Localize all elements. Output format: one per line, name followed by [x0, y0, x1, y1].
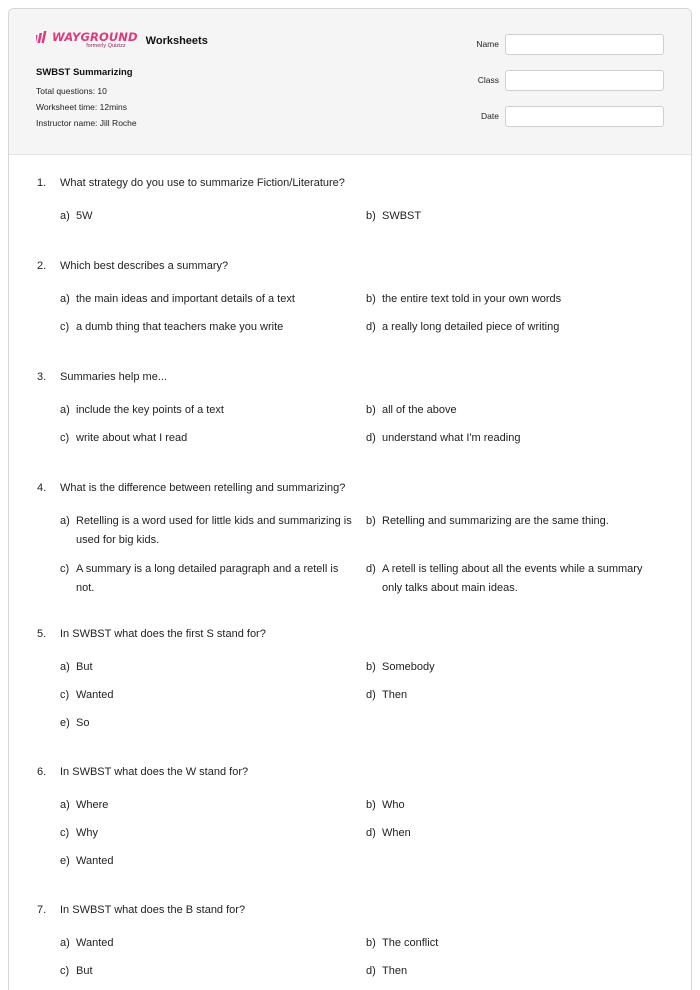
option-text: The conflict [382, 937, 439, 949]
option-letter: a) [60, 404, 70, 416]
option-text: Then [382, 965, 408, 977]
name-field[interactable] [505, 34, 664, 55]
logo-mark-icon [36, 31, 50, 43]
worksheet-time: Worksheet time: 12mins [36, 102, 128, 112]
option-text: A retell is telling about all the events while a summary only talks about main ideas. [382, 563, 643, 594]
answer-option[interactable] [366, 429, 666, 448]
option-letter: d) [366, 563, 376, 575]
option-text: But [76, 965, 93, 977]
answer-option[interactable] [60, 429, 366, 448]
question-text: In SWBST what does the W stand for? [60, 766, 249, 778]
answer-option[interactable] [366, 686, 666, 705]
answer-option[interactable] [60, 686, 366, 705]
date-label: Date [481, 111, 499, 121]
answer-option[interactable] [366, 290, 666, 309]
option-text: a really long detailed piece of writing [382, 321, 560, 333]
answer-option[interactable] [366, 962, 666, 981]
answer-option[interactable] [366, 512, 666, 550]
question-4 [37, 480, 692, 598]
option-letter: d) [366, 689, 376, 701]
answer-option[interactable] [60, 852, 366, 871]
question-1 [37, 175, 692, 226]
option-text: all of the above [382, 404, 457, 416]
answer-option[interactable] [60, 658, 366, 677]
option-text: write about what I read [76, 432, 188, 444]
option-text: SWBST [382, 210, 422, 222]
option-text: Then [382, 689, 408, 701]
question-2 [37, 258, 692, 337]
answer-options [60, 658, 692, 733]
option-text: But [76, 661, 93, 673]
answer-option[interactable] [60, 318, 366, 337]
product-title: Worksheets [145, 35, 208, 47]
answer-option[interactable] [60, 934, 366, 953]
answer-option[interactable] [60, 290, 366, 309]
option-text: understand what I'm reading [382, 432, 521, 444]
option-letter: c) [60, 321, 70, 333]
worksheet-title: SWBST Summarizing [36, 67, 133, 78]
option-letter: a) [60, 293, 70, 305]
question-text: In SWBST what does the B stand for? [60, 904, 246, 916]
student-fields [449, 34, 665, 142]
option-text: Wanted [76, 689, 114, 701]
option-text: So [76, 717, 90, 729]
question-text: Which best describes a summary? [60, 260, 229, 272]
answer-options [60, 796, 692, 871]
wayground-logo [36, 31, 138, 50]
option-text: Where [76, 799, 109, 811]
class-field[interactable] [505, 70, 664, 91]
question-7 [37, 902, 692, 981]
answer-options [60, 401, 692, 448]
question-text: In SWBST what does the first S stand for? [60, 628, 266, 640]
option-text: A summary is a long detailed paragraph and a retell is not. [76, 563, 339, 594]
date-field[interactable] [505, 106, 664, 127]
questions-list [9, 154, 692, 981]
option-letter: b) [366, 404, 376, 416]
option-letter: a) [60, 661, 70, 673]
answer-option[interactable] [366, 934, 666, 953]
answer-option[interactable] [60, 560, 366, 598]
answer-option[interactable] [366, 560, 666, 598]
option-letter: b) [366, 661, 376, 673]
option-text: include the key points of a text [76, 404, 224, 416]
answer-option[interactable] [366, 401, 666, 420]
option-letter: c) [60, 827, 70, 839]
option-letter: d) [366, 827, 376, 839]
question-number: 5. [37, 628, 47, 640]
answer-option[interactable] [366, 658, 666, 677]
option-letter: b) [366, 515, 376, 527]
option-text: Wanted [76, 937, 114, 949]
option-text: 5W [76, 210, 93, 222]
question-5 [37, 626, 692, 733]
option-letter: c) [60, 563, 70, 575]
option-text: When [382, 827, 411, 839]
question-number: 6. [37, 766, 47, 778]
question-6 [37, 764, 692, 871]
option-letter: c) [60, 965, 70, 977]
question-number: 7. [37, 904, 47, 916]
option-letter: b) [366, 210, 376, 222]
date-field-row [449, 106, 665, 127]
question-number: 4. [37, 482, 47, 494]
answer-options [60, 207, 692, 226]
answer-option[interactable] [366, 318, 666, 337]
option-text: Who [382, 799, 405, 811]
answer-option[interactable] [60, 962, 366, 981]
option-letter: e) [60, 717, 70, 729]
question-text: What is the difference between retelling and summarizing? [60, 482, 346, 494]
logo-subtitle: formerly Quizizz [86, 43, 126, 49]
answer-option[interactable] [366, 796, 666, 815]
option-text: a dumb thing that teachers make you write [76, 321, 284, 333]
name-label: Name [476, 39, 499, 49]
option-letter: b) [366, 293, 376, 305]
worksheet-header [9, 9, 692, 155]
answer-option[interactable] [60, 824, 366, 843]
answer-option[interactable] [366, 824, 666, 843]
option-text: Why [76, 827, 98, 839]
logo-wordmark: WAYGROUND [52, 30, 138, 44]
option-text: Retelling and summarizing are the same thing. [382, 515, 609, 527]
option-text: the entire text told in your own words [382, 293, 562, 305]
answer-option[interactable] [366, 207, 666, 226]
answer-options [60, 290, 692, 337]
option-letter: e) [60, 855, 70, 867]
worksheet-page [8, 8, 692, 990]
question-number: 2. [37, 260, 47, 272]
total-questions: Total questions: 10 [36, 86, 107, 96]
question-number: 3. [37, 371, 47, 383]
worksheet-meta [36, 67, 137, 131]
option-letter: d) [366, 965, 376, 977]
answer-option[interactable] [60, 401, 366, 420]
option-letter: b) [366, 799, 376, 811]
option-letter: b) [366, 937, 376, 949]
answer-option[interactable] [60, 512, 366, 550]
option-letter: d) [366, 432, 376, 444]
answer-option[interactable] [60, 796, 366, 815]
answer-options [60, 512, 692, 598]
question-text: Summaries help me... [60, 371, 167, 383]
option-letter: a) [60, 210, 70, 222]
answer-option[interactable] [60, 207, 366, 226]
class-label: Class [477, 75, 499, 85]
instructor-name: Instructor name: Jill Roche [36, 118, 137, 128]
option-letter: a) [60, 515, 70, 527]
option-letter: a) [60, 937, 70, 949]
question-text: What strategy do you use to summarize Fiction/Literature? [60, 177, 345, 189]
option-letter: d) [366, 321, 376, 333]
class-field-row [449, 70, 665, 91]
option-letter: c) [60, 689, 70, 701]
question-number: 1. [37, 177, 47, 189]
option-text: Somebody [382, 661, 435, 673]
option-text: Wanted [76, 855, 114, 867]
option-text: Retelling is a word used for little kids and summarizing is used for big kids. [76, 515, 352, 546]
option-letter: c) [60, 432, 70, 444]
answer-option[interactable] [60, 714, 366, 733]
brand [36, 31, 208, 50]
question-3 [37, 369, 692, 448]
option-text: the main ideas and important details of a text [76, 293, 295, 305]
option-letter: a) [60, 799, 70, 811]
name-field-row [449, 34, 665, 55]
answer-options [60, 934, 692, 981]
